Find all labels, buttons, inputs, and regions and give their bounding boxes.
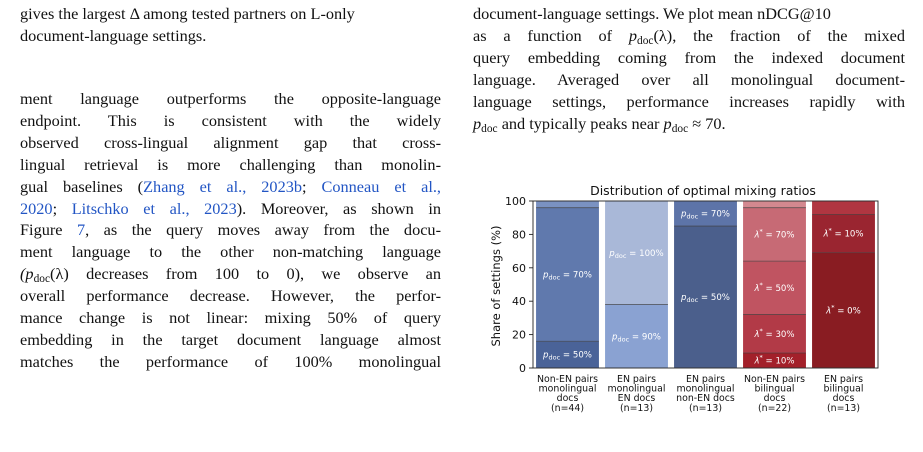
text-line [473, 25, 905, 47]
figure-link[interactable]: 7 [76, 220, 86, 240]
x-tick-label: (n=44) [550, 402, 585, 414]
segment-label: $p_{doc} = 90\%$ [612, 332, 661, 344]
x-tick-label: monolingual [538, 383, 597, 395]
text-line [20, 176, 441, 198]
x-tick-label: Non-EN pairs [536, 374, 599, 385]
segment-label: λ* = 30% [754, 326, 795, 340]
text-line [20, 307, 441, 329]
text-line [20, 241, 441, 263]
text: matches the performance of 100% monolingual [20, 351, 441, 371]
x-tick-label: EN docs [617, 393, 656, 405]
x-tick-label: docs [832, 393, 855, 405]
math: p [663, 113, 672, 133]
left-column-paragraph [20, 88, 441, 373]
text-line [20, 351, 441, 373]
y-tick-label: 40 [512, 295, 526, 309]
text-line [20, 198, 441, 220]
text: ment language outperforms the opposite-language [20, 89, 441, 108]
x-tick-label: EN pairs [617, 374, 656, 385]
segment-label: λ* = 10% [754, 353, 795, 367]
text-line [20, 110, 441, 132]
caption-line: document-language settings. [20, 25, 207, 45]
y-axis-label: Share of settings (%) [489, 225, 503, 347]
chart-title: Distribution of optimal mixing ratios [590, 183, 816, 198]
text: (λ), the fraction of the mixed [653, 25, 906, 45]
x-tick-label: (n=13) [619, 402, 654, 414]
y-tick-label: 0 [519, 362, 526, 375]
text: query embedding coming from the indexed document [473, 47, 905, 67]
stacked-bar-chart [480, 177, 905, 425]
caption-line: gives the largest Δ among tested partners on L-only [20, 4, 355, 23]
bar-segment [536, 201, 599, 208]
text-line [20, 132, 441, 154]
x-tick-label: monolingual [676, 383, 735, 395]
text: (λ) decreases from 100 to 0), we observe an [50, 264, 441, 284]
math: p [473, 113, 482, 133]
text-line [473, 47, 905, 69]
text: endpoint. This is consistent with the widely [20, 110, 441, 130]
text: observed cross-lingual alignment gap that cross- [20, 132, 441, 152]
text-line [20, 25, 441, 47]
bar-segment [743, 201, 806, 208]
citation-link[interactable]: 2020 [20, 198, 53, 218]
math-sub: doc [481, 122, 498, 135]
text-line [473, 113, 905, 135]
segment-label: $p_{doc} = 70\%$ [543, 270, 592, 282]
text: overall performance decrease. However, the perfor- [20, 286, 441, 306]
citation-link[interactable]: Zhang et al., 2023b [143, 176, 302, 196]
x-tick-label: monolingual [607, 383, 666, 395]
x-tick-label: (n=22) [757, 402, 792, 414]
segment-label: λ* = 70% [754, 227, 795, 241]
x-tick-label: docs [763, 393, 786, 405]
segment-label: $p_{doc} = 50\%$ [681, 293, 730, 305]
text-line [20, 219, 441, 241]
text: ; [302, 176, 322, 196]
text: Figure [20, 220, 77, 240]
y-tick-label: 100 [505, 195, 526, 208]
segment-label: λ* = 50% [754, 280, 795, 294]
text-line [20, 88, 441, 110]
x-tick-label: EN pairs [686, 374, 725, 385]
text-line [20, 263, 441, 285]
x-tick-label: Non-EN pairs [743, 374, 806, 385]
segment-label: $p_{doc} = 70\%$ [681, 209, 730, 221]
x-tick-label: docs [556, 393, 579, 405]
left-column-top [20, 3, 441, 47]
y-tick-label: 20 [512, 328, 526, 342]
segment-label: λ* = 0% [826, 303, 861, 317]
text: document-language settings. We plot mean nDCG@10 [473, 4, 831, 23]
text: ≈ 70. [688, 113, 726, 133]
text: language. Averaged over all monolingual document- [473, 69, 905, 89]
text-line [20, 154, 441, 176]
math-sub: doc [33, 273, 51, 286]
text: mance change is not linear: mixing 50% of query [20, 308, 441, 328]
segment-label: $p_{doc} = 100\%$ [609, 248, 664, 260]
text-line [20, 329, 441, 351]
math: (p [20, 264, 34, 284]
text: as a function of [473, 25, 629, 45]
text-line [20, 3, 441, 25]
text: embedding in the target document language almost [20, 329, 441, 349]
math-sub: doc [671, 122, 689, 135]
citation-link[interactable]: Litschko et al., 2023 [71, 198, 237, 218]
x-tick-label: bilingual [823, 383, 864, 395]
text: ). Moreover, as shown in [236, 198, 441, 218]
segment-label: λ* = 10% [823, 226, 864, 240]
text-line [473, 91, 905, 113]
text: lingual retrieval is more challenging than monolin- [20, 154, 441, 174]
bar-segment [812, 201, 875, 214]
x-tick-label: bilingual [754, 383, 795, 395]
x-tick-label: (n=13) [688, 402, 723, 414]
text-line [473, 3, 905, 25]
y-tick-label: 60 [512, 261, 526, 275]
right-column-text [473, 3, 905, 134]
x-tick-label: (n=13) [826, 402, 861, 414]
y-tick-label: 80 [512, 228, 526, 242]
x-tick-label: non-EN docs [676, 393, 735, 405]
math-sub: doc [637, 34, 654, 47]
plot-area [505, 195, 878, 414]
segment-label: $p_{doc} = 50\%$ [543, 350, 592, 362]
text: gual baselines ( [20, 176, 144, 196]
citation-link[interactable]: Conneau et al., [321, 176, 441, 196]
x-tick-label: EN pairs [824, 374, 863, 385]
text-line [473, 69, 905, 91]
text: and typically peaks near [497, 113, 664, 133]
math: p [628, 25, 637, 45]
text: ; [52, 198, 72, 218]
text: , as the query moves away from the docu- [85, 220, 441, 240]
text: ment language to the other non-matching language [20, 242, 441, 262]
text-line [20, 285, 441, 307]
text: language settings, performance increases rapidly with [473, 91, 905, 111]
